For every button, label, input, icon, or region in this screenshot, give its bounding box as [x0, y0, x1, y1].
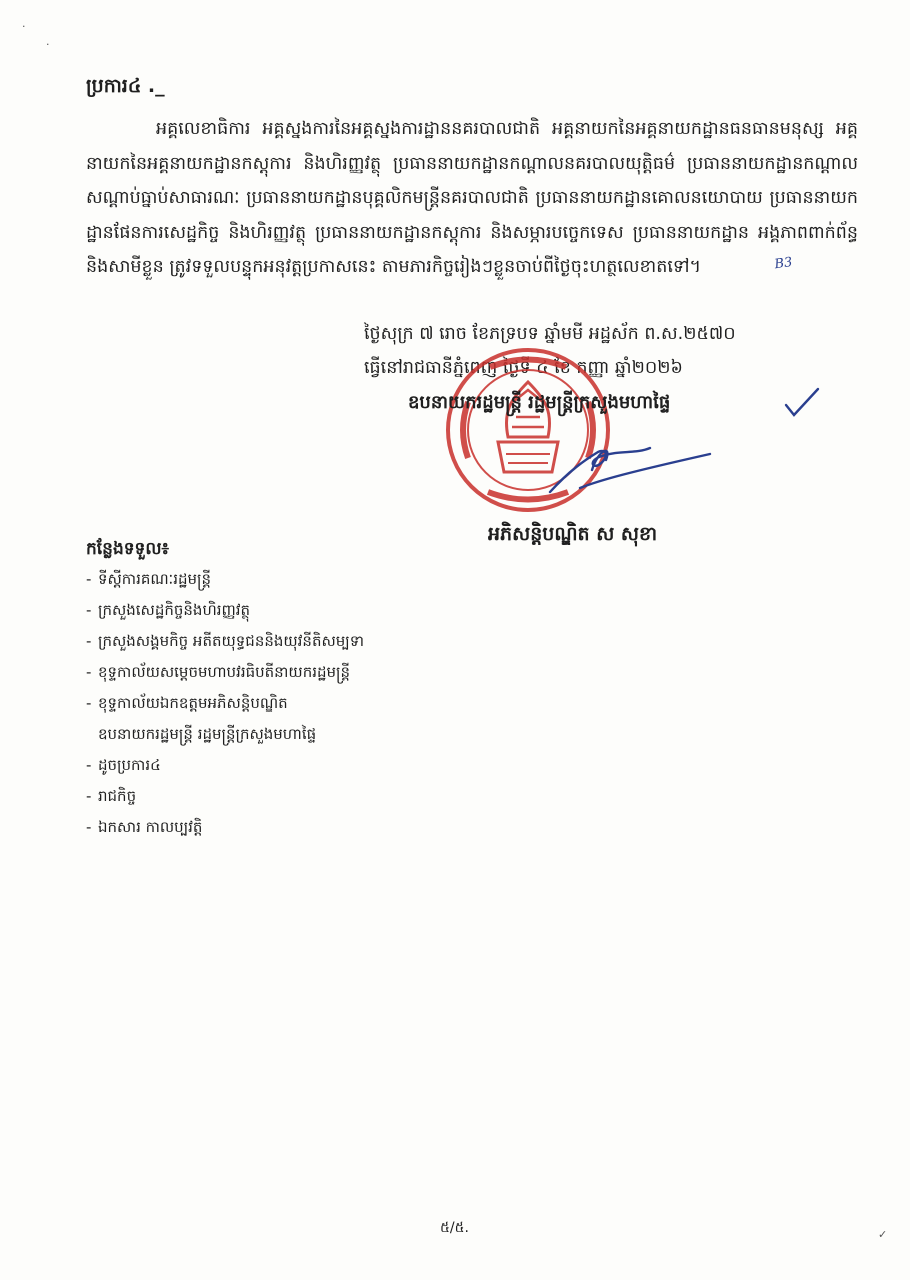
recipients-list	[86, 564, 364, 843]
list-item: - ខុទ្ទកាល័យសម្ដេចមហាបវរធិបតីនាយករដ្ឋមន្ត្រី	[86, 663, 351, 681]
recipient-text: ខុទ្ទកាល័យឯកឧត្តមអភិសន្ដិបណ្ឌិត	[98, 694, 288, 712]
body-paragraph	[86, 112, 858, 287]
recipient-text: ទីស្ដីការគណៈរដ្ឋមន្ត្រី	[98, 570, 212, 588]
handwritten-check-icon	[782, 385, 822, 421]
recipient-text: ក្រសួងសង្គមកិច្ច អតីតយុទ្ធជននិងយុវនីតិសម្បទា	[98, 632, 365, 650]
signer-name: អភិសន្ដិបណ្ឌិត ស សុខា	[488, 523, 658, 545]
list-item: - ក្រសួងសង្គមកិច្ច អតីតយុទ្ធជននិងយុវនីតិសម្បទា	[86, 632, 365, 650]
solar-date: ធ្វើនៅរាជធានីភ្នំពេញ ថ្ងៃទី ៤ ខែ កញ្ញា ឆ្នាំ២០២៦	[364, 358, 683, 378]
scan-speck: ·	[46, 38, 50, 51]
recipient-text: ខុទ្ទកាល័យសម្ដេចមហាបវរធិបតីនាយករដ្ឋមន្ត្រី	[98, 663, 351, 681]
lunar-date: ថ្ងៃសុក្រ ៧ រោច ខែភទ្របទ ឆ្នាំមមី អដ្ឋស័ក ព.ស.២៥៧០	[364, 324, 736, 344]
list-item: - រាជកិច្ច	[86, 787, 137, 805]
recipient-text: ឯកសារ កាលប្បវត្តិ	[98, 818, 203, 836]
list-item: - ខុទ្ទកាល័យឯកឧត្តមអភិសន្ដិបណ្ឌិត	[86, 694, 288, 712]
signature-icon	[540, 430, 720, 510]
list-item: - ក្រសួងសេដ្ឋកិច្ចនិងហិរញ្ញវត្ថុ	[86, 601, 251, 619]
list-item: - ទីស្ដីការគណៈរដ្ឋមន្ត្រី	[86, 570, 212, 588]
list-item-continuation	[86, 719, 364, 750]
article-heading: ប្រការ៤ ._	[86, 75, 165, 97]
page-number: ៥/៥.	[440, 1220, 469, 1236]
recipients-heading: កន្លែងទទួល៖	[86, 539, 170, 559]
list-item: - ដូចប្រការ៤	[86, 756, 161, 774]
scan-speck: ·	[22, 20, 26, 33]
recipient-text: ដូចប្រការ៤	[98, 756, 161, 774]
signer-title: ឧបនាយករដ្ឋមន្ត្រី រដ្ឋមន្ត្រីក្រសួងមហាផ្ទៃ	[408, 392, 671, 413]
recipient-text: ក្រសួងសេដ្ឋកិច្ចនិងហិរញ្ញវត្ថុ	[98, 601, 251, 619]
body-text: អគ្គលេខាធិការ អគ្គស្នងការនៃអគ្គស្នងការដ្ឋាននគរបាលជាតិ អគ្គនាយកនៃអគ្គនាយកដ្ឋានធនធានមនុស្ស អគ្គនាយកនៃអគ្គនាយកដ្ឋានកស្ដុការ និងហិរញ្ញវត្ថុ ប្រធាននាយកដ្ឋានកណ្ដាលនគរបាលយុត្តិធម៌ ប្រធាននាយកដ្ឋានកណ្ដាលសណ្ដាប់ធ្នាប់សាធារណៈ ប្រធាននាយកដ្ឋានបុគ្គលិកមន្ត្រីនគរបាលជាតិ ប្រធាននាយកដ្ឋានគោលនយោបាយ ប្រធាននាយកដ្ឋានផែនការសេដ្ឋកិច្ច និងហិរញ្ញវត្ថុ ប្រធាននាយកដ្ឋានកស្ដុការ និងសម្ភារបច្ចេកទេស ប្រធាននាយកដ្ឋាន អង្គភាពពាក់ព័ន្ធ និងសាមីខ្លួន ត្រូវទទួលបន្ទុកអនុវត្តប្រកាសនេះ តាមភារកិច្ចរៀងៗខ្លួនចាប់ពីថ្ងៃចុះហត្ថលេខាតទៅ។	[86, 119, 858, 277]
handwritten-initials: B3	[773, 254, 794, 273]
scan-speck: ✓	[878, 1228, 888, 1241]
recipient-text: ឧបនាយករដ្ឋមន្ត្រី រដ្ឋមន្ត្រីក្រសួងមហាផ្ទៃ	[98, 725, 317, 743]
recipient-text: រាជកិច្ច	[98, 787, 137, 805]
list-item: - ឯកសារ កាលប្បវត្តិ	[86, 818, 203, 836]
